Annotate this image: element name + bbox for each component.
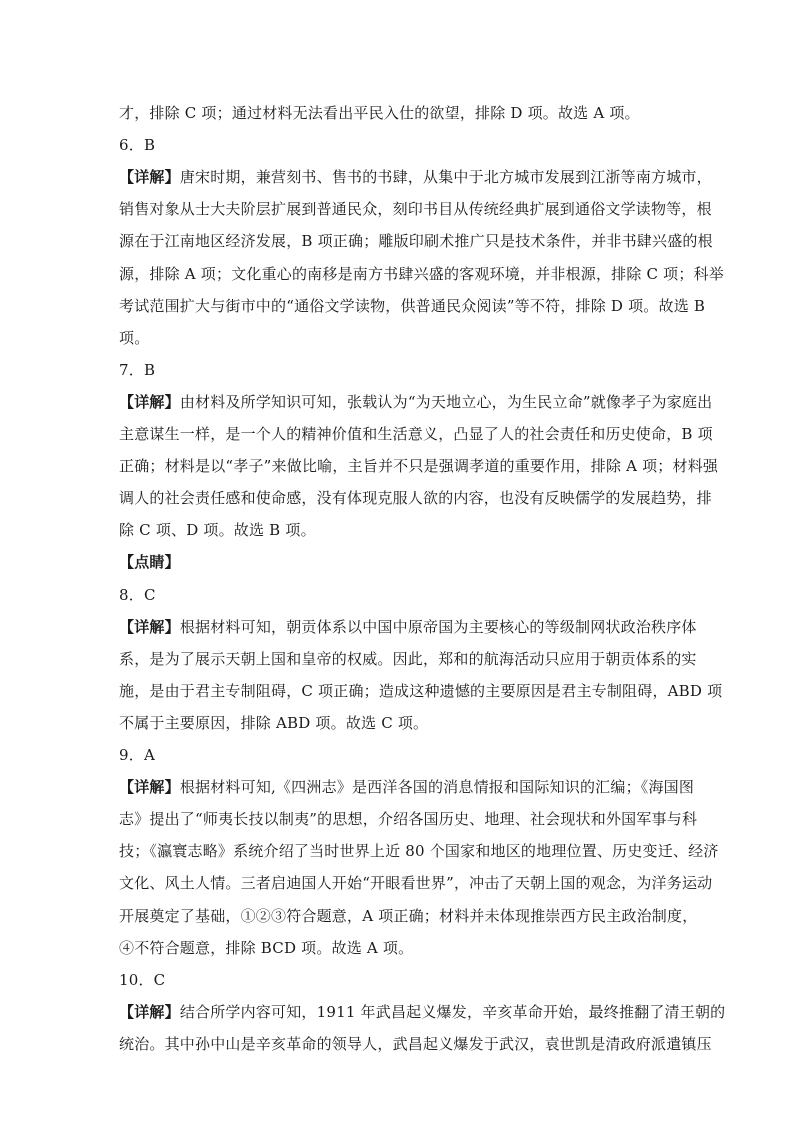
line-text: 根据材料可知,《四洲志》是西洋各国的消息情报和国际知识的汇编；《海国图: [179, 778, 695, 797]
text-line: [119, 745, 679, 765]
text-line: [119, 231, 713, 251]
line-text: 除 C 项、D 项。故选 B 项。: [119, 521, 316, 540]
line-text: 志》提出了“师夷长技以制夷”的思想，介绍各国历史、地理、社会现状和外国军事与科: [119, 810, 698, 829]
line-text: 10．C: [119, 970, 166, 989]
line-text: 文化、风土人情。三者启迪国人开始“开眼看世界”，冲击了天朝上国的观念，为洋务运动: [119, 874, 713, 893]
line-text: 结合所学内容可知，1911 年武昌起义爆发，辛亥革命开始，最终推翻了清王朝的: [179, 1002, 726, 1021]
line-text: 唐宋时期，兼营刻书、售书的书肆，从集中于北方城市发展到江浙等南方城市，: [179, 168, 712, 187]
section-tag: 【详解】: [119, 392, 180, 411]
line-text: 销售对象从士大夫阶层扩展到普通民众，刻印书目从传统经典扩展到通俗文学读物等，根: [119, 200, 712, 219]
section-tag: 【点睛】: [119, 553, 180, 572]
line-text: 由材料及所学知识可知，张载认为“为天地立心，为生民立命”就像孝子为家庭出: [179, 392, 713, 411]
line-text: 源，排除 A 项；文化重心的南移是南方书肆兴盛的客观环境，并非根源，排除 C 项；科举: [119, 264, 724, 283]
text-line: [119, 681, 723, 701]
text-line: [119, 296, 706, 316]
text-line: [119, 456, 719, 476]
line-text: 7．B: [119, 360, 156, 379]
text-line: [119, 873, 713, 893]
text-line: [119, 264, 724, 284]
line-text: 根据材料可知，朝贡体系以中国中原帝国为主要核心的等级制网状政治秩序体: [179, 617, 697, 636]
text-line: [119, 520, 679, 540]
section-tag: 【详解】: [119, 168, 180, 187]
line-text: 统治。其中孙中山是辛亥革命的领导人，武昌起义爆发于武汉，袁世凯是清政府派遣镇压: [119, 1034, 712, 1053]
line-text: 主意谋生一样，是一个人的精神价值和生活意义，凸显了人的社会责任和历史使命，B 项: [119, 425, 713, 443]
section-tag: 【详解】: [119, 617, 180, 636]
line-text: 系，是为了展示天朝上国和皇帝的权威。因此，郑和的航海活动只应用于朝贡体系的实: [119, 649, 697, 668]
line-text: 不属于主要原因，排除 ABD 项。故选 C 项。: [119, 713, 429, 732]
text-line: [119, 585, 679, 605]
text-line: [119, 906, 698, 926]
section-tag: 【详解】: [119, 778, 180, 797]
line-text: 调人的社会责任感和使命感，没有体现克服人欲的内容，也没有反映儒学的发展趋势，排: [119, 489, 712, 508]
text-line: [119, 167, 712, 187]
text-line: [119, 777, 695, 797]
text-line: [119, 617, 697, 637]
text-line: [119, 135, 679, 155]
line-text: 技；《瀛寰志略》系统介绍了当时世界上近 80 个国家和地区的地理位置、历史变迁、经济: [119, 842, 719, 861]
text-line: [119, 360, 679, 380]
line-text: 项。: [119, 328, 150, 347]
text-line: [119, 199, 712, 219]
text-line: [119, 392, 713, 412]
line-text: 8．C: [119, 585, 156, 604]
text-line: [119, 938, 679, 958]
text-line: [119, 488, 712, 508]
line-text: 源在于江南地区经济发展，B 项正确；雕版印刷术推广只是技术条件，并非书肆兴盛的根: [119, 232, 713, 251]
text-line: [119, 649, 697, 669]
text-line: [119, 1034, 712, 1054]
line-text: 9．A: [119, 746, 155, 764]
text-line: [119, 713, 679, 733]
section-tag: 【详解】: [119, 1002, 180, 1021]
line-text: ④不符合题意，排除 BCD 项。故选 A 项。: [119, 938, 414, 957]
line-text: 考试范围扩大与街市中的“通俗文学读物，供普通民众阅读”等不符，排除 D 项。故选 B: [119, 296, 706, 315]
text-line: [119, 424, 713, 444]
line-text: 开展奠定了基础，①②③符合题意，A 项正确；材料并未体现推崇西方民主政治制度，: [119, 906, 698, 925]
line-text: 6．B: [119, 136, 156, 155]
line-text: 正确；材料是以“孝子”来做比喻，主旨并不只是强调孝道的重要作用，排除 A 项；材料强: [119, 457, 719, 476]
line-text: 施，是由于君主专制阻碍，C 项正确；造成这种遗憾的主要原因是君主专制阻碍，ABD 项: [119, 681, 723, 700]
text-line: [119, 103, 679, 123]
text-line: [119, 970, 679, 990]
text-line: [119, 1002, 726, 1022]
text-line: [119, 809, 698, 829]
text-line: [119, 552, 679, 572]
text-line: [119, 841, 719, 861]
line-text: 才，排除 C 项；通过材料无法看出平民入仕的欲望，排除 D 项。故选 A 项。: [119, 104, 640, 122]
text-line: [119, 328, 679, 348]
